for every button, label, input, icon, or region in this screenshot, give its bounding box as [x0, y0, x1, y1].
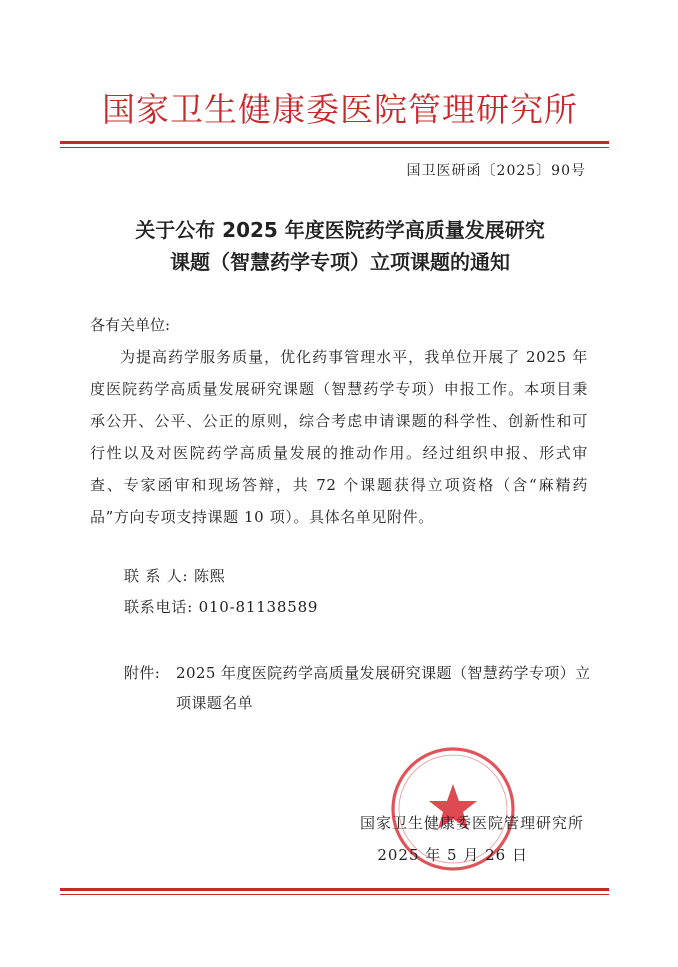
notice-title	[60, 214, 620, 278]
attachment-note	[124, 658, 594, 718]
notice-title-line1: 关于公布 2025 年度医院药学高质量发展研究	[135, 218, 545, 242]
body-paragraph-text: 为提高药学服务质量，优化药事管理水平，我单位开展了 2025 年度医院药学高质量发展研究课题（智慧药学专项）申报工作。本项目秉承公开、公平、公正的原则，综合考虑申请课题的科学性、创新性和可行性以及对医院药学高质量发展的推动作用。经过组织申报、形式审查、专家函审和现场答辩，共 72 个课题获得立项资格（含“麻精药品”方向专项支持课题 10 项）。具体名单见附件。	[90, 348, 588, 526]
letterhead-org-name: 国家卫生健康委医院管理研究所	[102, 90, 578, 129]
letterhead-divider-thin	[60, 147, 609, 148]
footer-divider-thin	[60, 894, 609, 895]
attachment-content: 2025 年度医院药学高质量发展研究课题（智慧药学专项）立项课题名单	[176, 664, 591, 712]
attachment-label: 附件:	[124, 664, 161, 682]
signature-org: 国家卫生健康委医院管理研究所	[359, 814, 584, 832]
notice-title-line2: 课题（智慧药学专项）立项课题的通知	[170, 250, 510, 274]
body-paragraph	[90, 341, 588, 533]
contact-phone: 联系电话: 010-81138589	[124, 598, 319, 616]
salutation: 各有关单位:	[90, 316, 171, 334]
footer-divider-thick	[60, 888, 609, 891]
contact-person: 联 系 人: 陈熙	[124, 567, 226, 585]
document-number: 国卫医研函〔2025〕90号	[406, 163, 586, 179]
signature-date: 2025 年 5 月 26 日	[377, 846, 528, 864]
letterhead-divider-thick	[60, 141, 609, 144]
